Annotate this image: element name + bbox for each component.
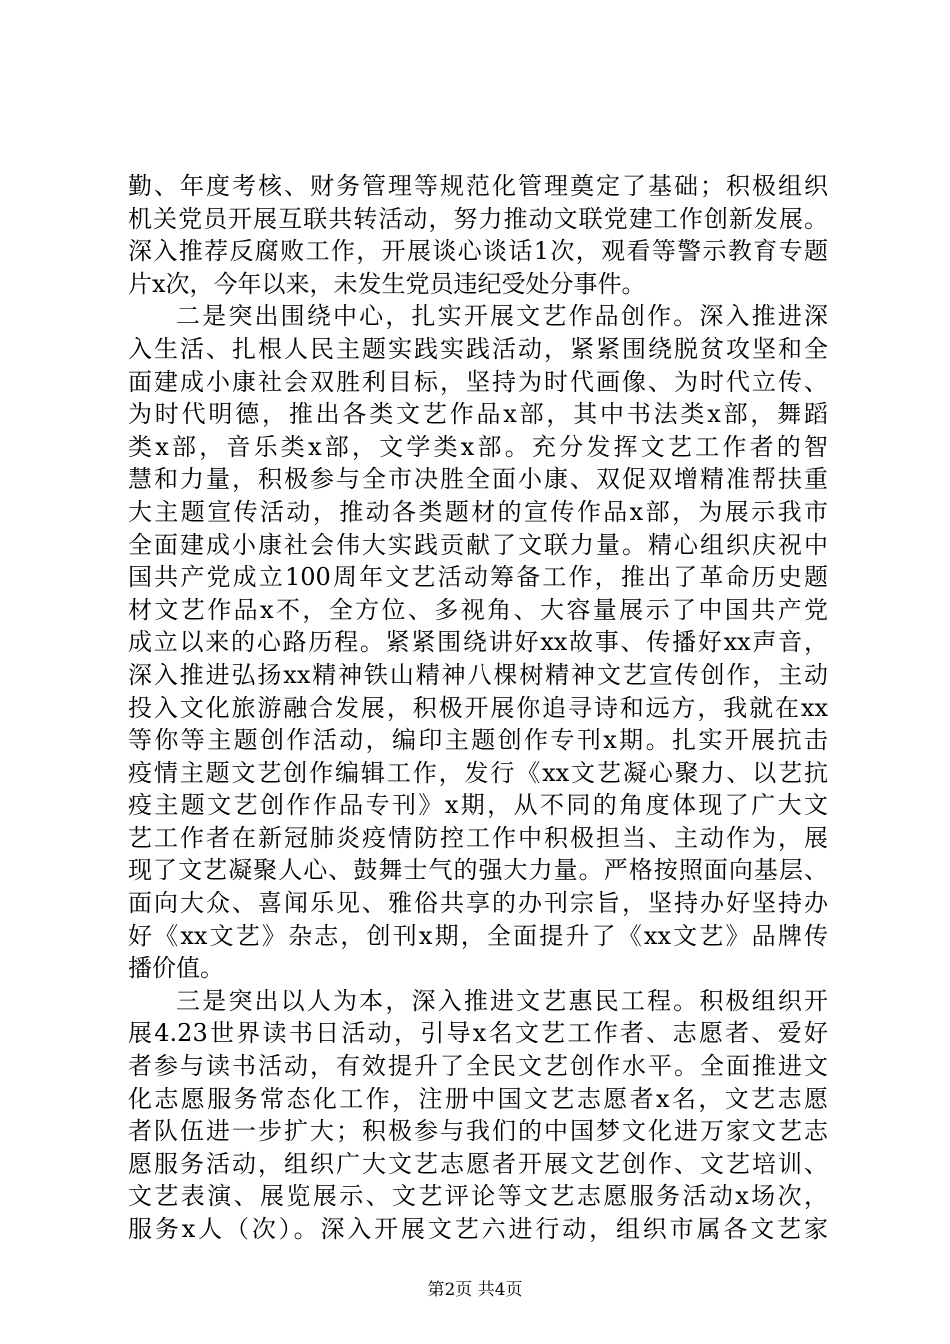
text-line: 艺工作者在新冠肺炎疫情防控工作中积极担当、主动作为，展 [128, 823, 828, 852]
text-line: 深入推荐反腐败工作，开展谈心谈话1次，观看等警示教育专题 [128, 237, 828, 266]
text-line: 疫情主题文艺创作编辑工作，发行《xx文艺凝心聚力、以艺抗 [128, 758, 828, 787]
text-line: 文艺表演、展览展示、文艺评论等文艺志愿服务活动x场次， [128, 1182, 828, 1211]
text-line: 疫主题文艺创作作品专刊》x期，从不同的角度体现了广大文 [128, 791, 828, 820]
text-line: 展4.23世界读书日活动，引导x名文艺工作者、志愿者、爱好 [128, 1019, 828, 1048]
text-line: 机关党员开展互联共转活动，努力推动文联党建工作创新发展。 [128, 204, 828, 233]
text-line: 面向大众、喜闻乐见、雅俗共享的办刊宗旨，坚持办好坚持办 [128, 889, 828, 918]
text-line: 者参与读书活动，有效提升了全民文艺创作水平。全面推进文 [128, 1052, 828, 1081]
paragraph-start-line: 二是突出围绕中心，扎实开展文艺作品创作。深入推进深 [176, 302, 828, 331]
text-line: 全面建成小康社会伟大实践贡献了文联力量。精心组织庆祝中 [128, 530, 828, 559]
text-line: 服务x人（次）。深入开展文艺六进行动，组织市属各文艺家 [128, 1215, 828, 1243]
text-line: 国共产党成立100周年文艺活动筹备工作，推出了革命历史题 [128, 563, 828, 592]
text-line: 投入文化旅游融合发展，积极开展你追寻诗和远方，我就在xx [128, 693, 828, 722]
text-line: 化志愿服务常态化工作，注册中国文艺志愿者x名，文艺志愿 [128, 1084, 828, 1113]
text-line: 片x次，今年以来，未发生党员违纪受处分事件。 [128, 269, 646, 298]
text-line: 入生活、扎根人民主题实践实践活动，紧紧围绕脱贫攻坚和全 [128, 334, 828, 363]
text-line: 勤、年度考核、财务管理等规范化管理奠定了基础；积极组织 [128, 172, 828, 200]
paragraph-start-line: 三是突出以人为本，深入推进文艺惠民工程。积极组织开 [176, 986, 828, 1015]
text-line: 播价值。 [128, 954, 224, 983]
page-number-footer: 第2页 共4页 [427, 1280, 523, 1300]
text-line: 深入推进弘扬xx精神铁山精神八棵树精神文艺宣传创作，主动 [128, 660, 828, 689]
text-line: 愿服务活动，组织广大文艺志愿者开展文艺创作、文艺培训、 [128, 1149, 828, 1178]
text-line: 好《xx文艺》杂志，创刊x期，全面提升了《xx文艺》品牌传 [128, 921, 828, 950]
text-line: 面建成小康社会双胜利目标，坚持为时代画像、为时代立传、 [128, 367, 828, 396]
text-line: 材文艺作品x不，全方位、多视角、大容量展示了中国共产党 [128, 595, 828, 624]
text-line: 现了文艺凝聚人心、鼓舞士气的强大力量。严格按照面向基层、 [128, 856, 828, 885]
text-line: 等你等主题创作活动，编印主题创作专刊x期。扎实开展抗击 [128, 726, 828, 755]
text-line: 为时代明德，推出各类文艺作品x部，其中书法类x部，舞蹈 [128, 400, 828, 429]
text-line: 慧和力量，积极参与全市决胜全面小康、双促双增精准帮扶重 [128, 465, 828, 494]
text-line: 成立以来的心路历程。紧紧围绕讲好xx故事、传播好xx声音， [128, 628, 828, 657]
document-body [128, 170, 828, 1246]
text-line: 大主题宣传活动，推动各类题材的宣传作品x部，为展示我市 [128, 497, 828, 526]
text-line: 者队伍进一步扩大；积极参与我们的中国梦文化进万家文艺志 [128, 1117, 828, 1146]
text-line: 类x部，音乐类x部，文学类x部。充分发挥文艺工作者的智 [128, 432, 828, 461]
